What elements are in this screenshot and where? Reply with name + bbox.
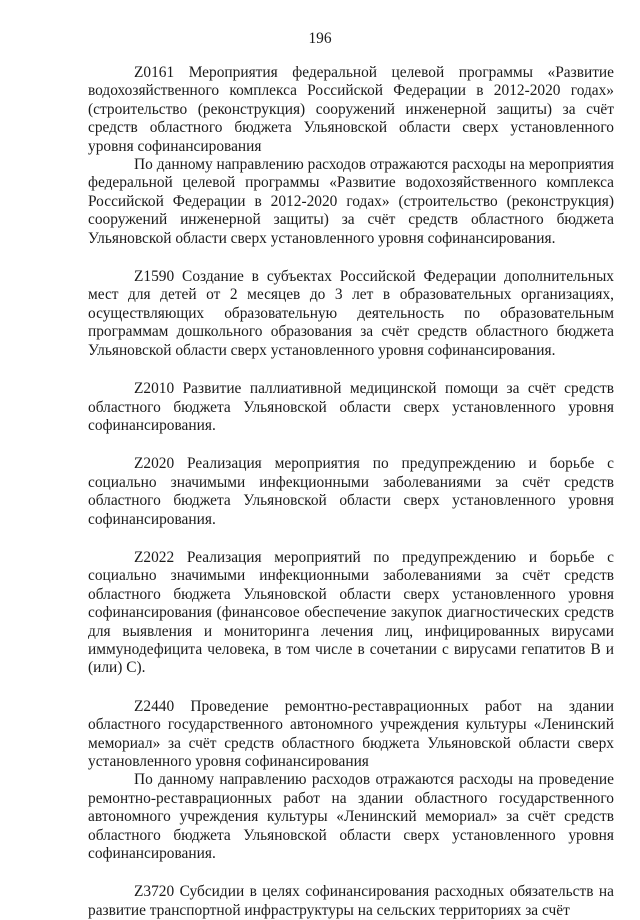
- section-heading: Z2022 Реализация мероприятий по предупреждению и борьбе с социально значимыми инфекционными заболеваниями за счёт средств областного бюджета Ульяновской области сверх установленного уровня софинансирования (финансовое обеспечение закупок диагностических средств для выявления и мониторинга лечения лиц, инфицированных вирусами иммунодефицита человека, в том числе в сочетании с вирусами гепатитов В и (или) С).: [88, 548, 614, 677]
- section-heading: Z2010 Развитие паллиативной медицинской помощи за счёт средств областного бюджета Ульяновской области сверх установленного уровня софинансирования.: [88, 380, 614, 434]
- section-body: По данному направлению расходов отражаются расходы на мероприятия федеральной целевой программы «Развитие водохозяйственного комплекса Российской Федерации в 2012-2020 годах» (строительство (реконструкция) сооружений инженерной защиты) за счёт средств областного бюджета Ульяновской области сверх установленного уровня софинансирования.: [88, 156, 614, 247]
- section-heading: Z2020 Реализация мероприятия по предупреждению и борьбе с социально значимыми инфекционными заболеваниями за счёт средств областного бюджета Ульяновской области сверх установленного уровня софинансирования.: [88, 455, 614, 528]
- section-z3720: [88, 883, 614, 920]
- section-heading: Z0161 Мероприятия федеральной целевой программы «Развитие водохозяйственного комплекса Российской Федерации в 2012-2020 годах» (строительство (реконструкция) сооружений инженерной защиты) за счёт средств областного бюджета Ульяновской области сверх установленного уровня софинансирования: [88, 64, 614, 155]
- section-z1590: [88, 268, 614, 360]
- section-heading: Z3720 Субсидии в целях софинансирования расходных обязательств на развитие транспортной инфраструктуры на сельских территориях за счёт: [88, 883, 614, 919]
- document-body: [88, 64, 614, 920]
- page-number: 196: [308, 30, 332, 47]
- section-z2440: [88, 698, 614, 864]
- section-z2022: [88, 549, 614, 678]
- section-heading: Z1590 Создание в субъектах Российской Федерации дополнительных мест для детей от 2 месяцев до 3 лет в образовательных организациях, осуществляющих образовательную деятельность по образовательным программам дошкольного образования за счёт средств областного бюджета Ульяновской области сверх установленного уровня софинансирования.: [88, 268, 614, 359]
- section-z0161: [88, 64, 614, 248]
- section-z2010: [88, 380, 614, 435]
- section-body: По данному направлению расходов отражаются расходы на проведение ремонтно-реставрационных работ на здании областного государственного автономного учреждения культуры «Ленинский мемориал» за счёт средств областного бюджета Ульяновской области сверх установленного уровня софинансирования.: [88, 771, 614, 863]
- section-z2020: [88, 455, 614, 529]
- section-heading: Z2440 Проведение ремонтно-реставрационных работ на здании областного государственного автономного учреждения культуры «Ленинский мемориал» за счёт средств областного бюджета Ульяновской области сверх установленного уровня софинансирования: [88, 697, 614, 770]
